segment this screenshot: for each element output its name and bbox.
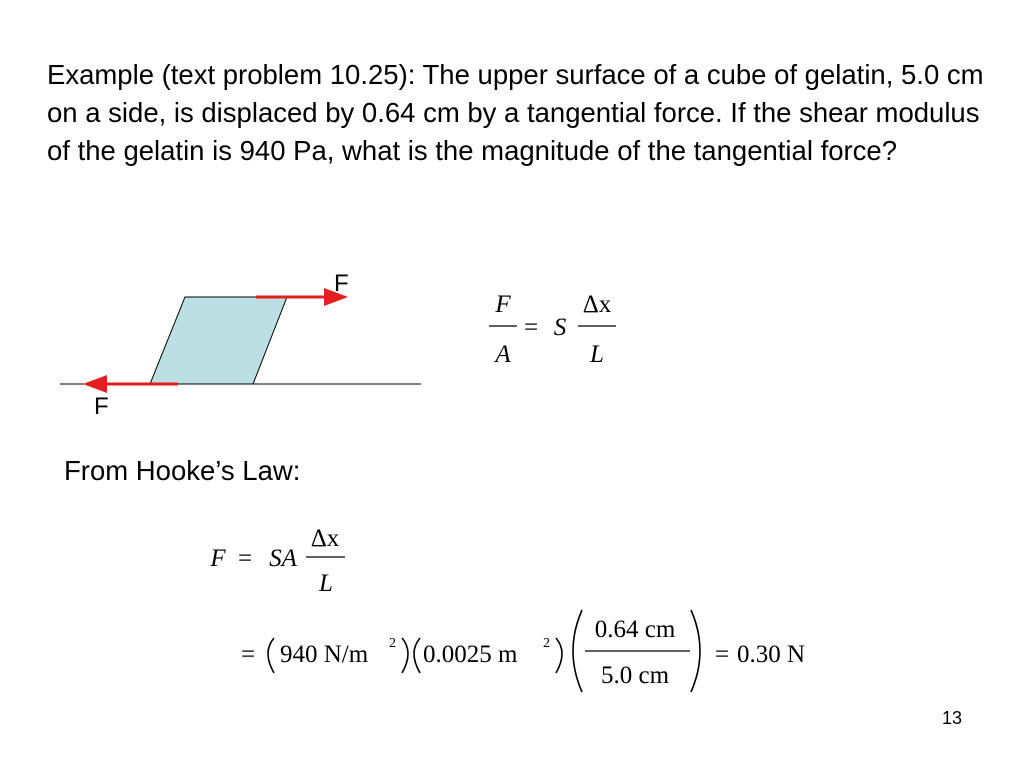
formula2-denominator: L [319,570,333,597]
slide-number: 13 [941,708,962,728]
bottom-force-label: F [94,393,109,420]
formula1-numerator-right: Δx [582,291,612,318]
formula2-lhs: F [210,545,226,572]
paren-left-2 [414,638,420,673]
length-value: 5.0 cm [600,662,670,689]
formula1-equals: = [523,314,539,341]
formula3-equals-first: = [240,641,256,668]
paren-right-3 [691,610,700,692]
hookes-law-label: From Hooke’s Law: [64,455,301,486]
area-value: 0.0025 m [423,641,518,668]
paren-right-2 [556,638,562,673]
numeric-evaluation [241,610,805,692]
formula1-denominator-left: A [495,341,511,368]
area-exponent: 2 [543,636,550,651]
formula1-coefficient: S [553,314,567,341]
formula2-coefficient: SA [269,545,297,572]
paren-left-3 [573,610,582,692]
top-force-label: F [334,270,349,297]
force-formula [209,525,345,597]
displacement-value: 0.64 cm [594,616,676,643]
modulus-exponent: 2 [389,636,396,651]
formula1-denominator-right: L [590,341,604,368]
formula2-numerator: Δx [310,525,340,552]
result-value: 0.30 N [737,641,806,668]
problem-statement: Example (text problem 10.25): The upper surface of a cube of gelatin, 5.0 cm on a side, is displaced by 0.64 cm by a tangential force. If the shear modulus of the gelatin is 940 Pa, what is the magnitude of the tangential force? [47,59,984,166]
formula3-equals-second: = [714,641,730,668]
gelatin-block [150,297,287,384]
modulus-value: 940 N/m [280,641,369,668]
formula2-equals: = [237,545,253,572]
paren-left-1 [268,638,274,673]
formula1-numerator-left: F [495,291,511,318]
shear-diagram [60,270,421,420]
shear-stress-formula [489,291,616,368]
paren-right-1 [402,638,408,673]
